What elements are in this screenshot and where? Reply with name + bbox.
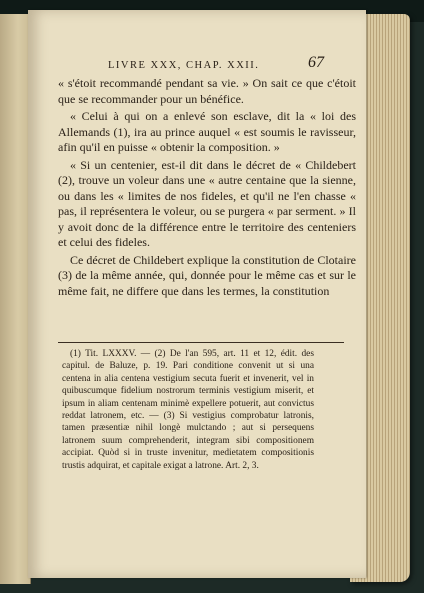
- body-text: [58, 76, 356, 299]
- running-head: LIVRE XXX, CHAP. XXII.: [108, 60, 260, 71]
- page-number: 67: [308, 54, 324, 71]
- footnotes: [62, 348, 314, 472]
- left-page-edge: [0, 14, 31, 584]
- book-page: [28, 10, 366, 578]
- paragraph: « Celui à qui on a enlevé son esclave, dit la « loi des Allemands (1), ira au prince auquel « est soumis le ravisseur, afin qu'il en puisse « obtenir la composition. »: [58, 109, 356, 154]
- paragraph: « s'étoit recommandé pendant sa vie. » On sait ce que c'étoit que se recommander pour un bénéfice.: [58, 76, 356, 106]
- footnote-rule: [58, 342, 344, 343]
- paragraph: « Si un centenier, est-il dit dans le décret de « Childebert (2), trouve un voleur dans une « autre centaine que la sienne, ou dans les « limites de nos fideles, et qu'il ne l'en chasse « pas, il représentera le voleur, ou se purgera « par serment. » Il y avoit donc de la différence entre le territoire des centeniers et celui des fideles.: [58, 157, 356, 249]
- paragraph: Ce décret de Childebert explique la constitution de Clotaire (3) de la même année, qui, donnée pour le même cas et sur le même fait, ne differe que dans les termes, la constitution: [58, 252, 356, 298]
- footnote-text: (1) Tit. LXXXV. — (2) De l'an 595, art. 11 et 12, édit. des capitul. de Baluze, p. 19. Pari conditione convenit ut si una centena in alia centena vestigium secuta fuerit et invenerit, vel in quibuscumque fidelium nostrorum terminis vestigium miserit, et ipsum in aliam centenam minimè expellere potuerit, aut convictus reddat latronem, etc. — (3) Si vestigius comprobatur latronis, tamen præsentiæ nihil longè mulctando ; aut si persequens latronem suum comprehenderit, integram sibi compositionem accipiat. Quòd si in truste invenitur, medietatem compositionis trustis adquirat, et capitale exigat a latrone. Art. 2, 3.: [62, 349, 314, 471]
